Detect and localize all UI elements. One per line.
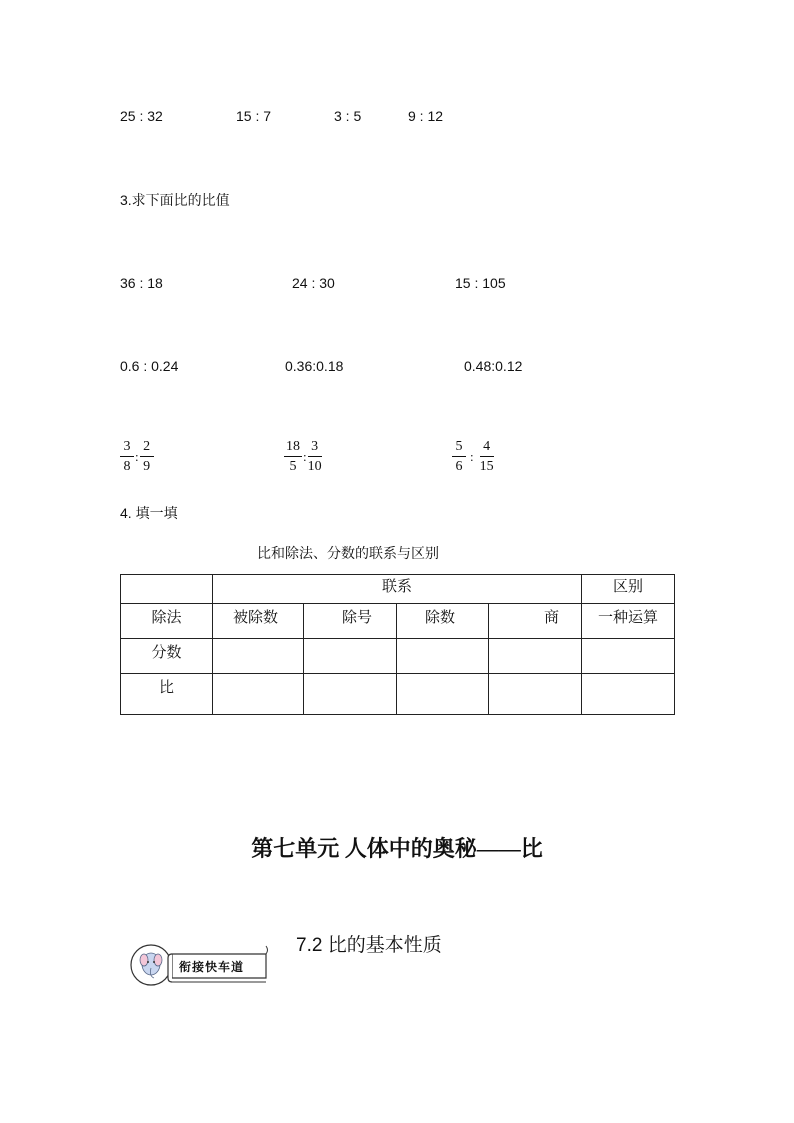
- unit-title: 第七单元 人体中的奥秘——比: [251, 836, 543, 861]
- table-cell: [489, 639, 582, 674]
- table-cell: [213, 639, 304, 674]
- header-diff-cell: [582, 575, 675, 604]
- table-cell: 一种运算: [582, 604, 675, 639]
- ratio-item: 25 : 32: [120, 108, 163, 124]
- ratio-problem: 36 : 18: [120, 275, 163, 291]
- table-row: [121, 604, 675, 639]
- badge-label: 衔接快车道: [179, 960, 245, 974]
- table-cell: [397, 639, 489, 674]
- table-cell: [397, 674, 489, 715]
- ratio-problem: 0.48:0.12: [464, 358, 523, 374]
- fraction-ratio: $\frac{3}{8}$ : $\frac{2}{9}$: [120, 440, 154, 474]
- ratio-problem: 24 : 30: [292, 275, 335, 291]
- table-cell: 除号: [304, 604, 397, 639]
- lesson-title: 7.2 比的基本性质: [296, 935, 442, 956]
- ratio-problem: 0.6 : 0.24: [120, 358, 179, 374]
- table-cell: [582, 674, 675, 715]
- ratio-item: 15 : 7: [236, 108, 272, 124]
- ratio-problem: 15 : 105: [455, 275, 506, 291]
- fraction-ratio: $\frac{5}{6}$ : $\frac{4}{15}$: [452, 440, 494, 474]
- table-cell: [304, 639, 397, 674]
- comparison-table: [120, 574, 675, 715]
- table-cell: [121, 575, 213, 604]
- ratio-item: 9 : 12: [408, 108, 444, 124]
- fraction-ratio: $\frac{18}{5}$ : $\frac{3}{10}$: [286, 439, 322, 474]
- table-cell: 分数: [121, 639, 213, 674]
- table-header-row: [121, 575, 675, 604]
- ratio-problem: 0.36:0.18: [285, 358, 344, 374]
- table-cell: 被除数: [213, 604, 304, 639]
- ratio-item: 3 : 5: [334, 108, 362, 124]
- table-cell: 比: [121, 674, 213, 715]
- header-link: 联系: [382, 578, 413, 595]
- table-cell: [304, 674, 397, 715]
- section4-title: 4. 填一填: [120, 505, 178, 521]
- table-cell: 除数: [397, 604, 489, 639]
- header-link-cell: [213, 575, 582, 604]
- table-cell: [582, 639, 675, 674]
- table-cell: 除法: [121, 604, 213, 639]
- table-cell: 商: [489, 604, 582, 639]
- table-cell: [213, 674, 304, 715]
- table-caption: 比和除法、分数的联系与区别: [257, 545, 439, 561]
- section3-title: 3.求下面比的比值: [120, 192, 230, 208]
- table-row: [121, 639, 675, 674]
- table-cell: [489, 674, 582, 715]
- table-row: [121, 674, 675, 715]
- header-diff: 区别: [613, 578, 644, 595]
